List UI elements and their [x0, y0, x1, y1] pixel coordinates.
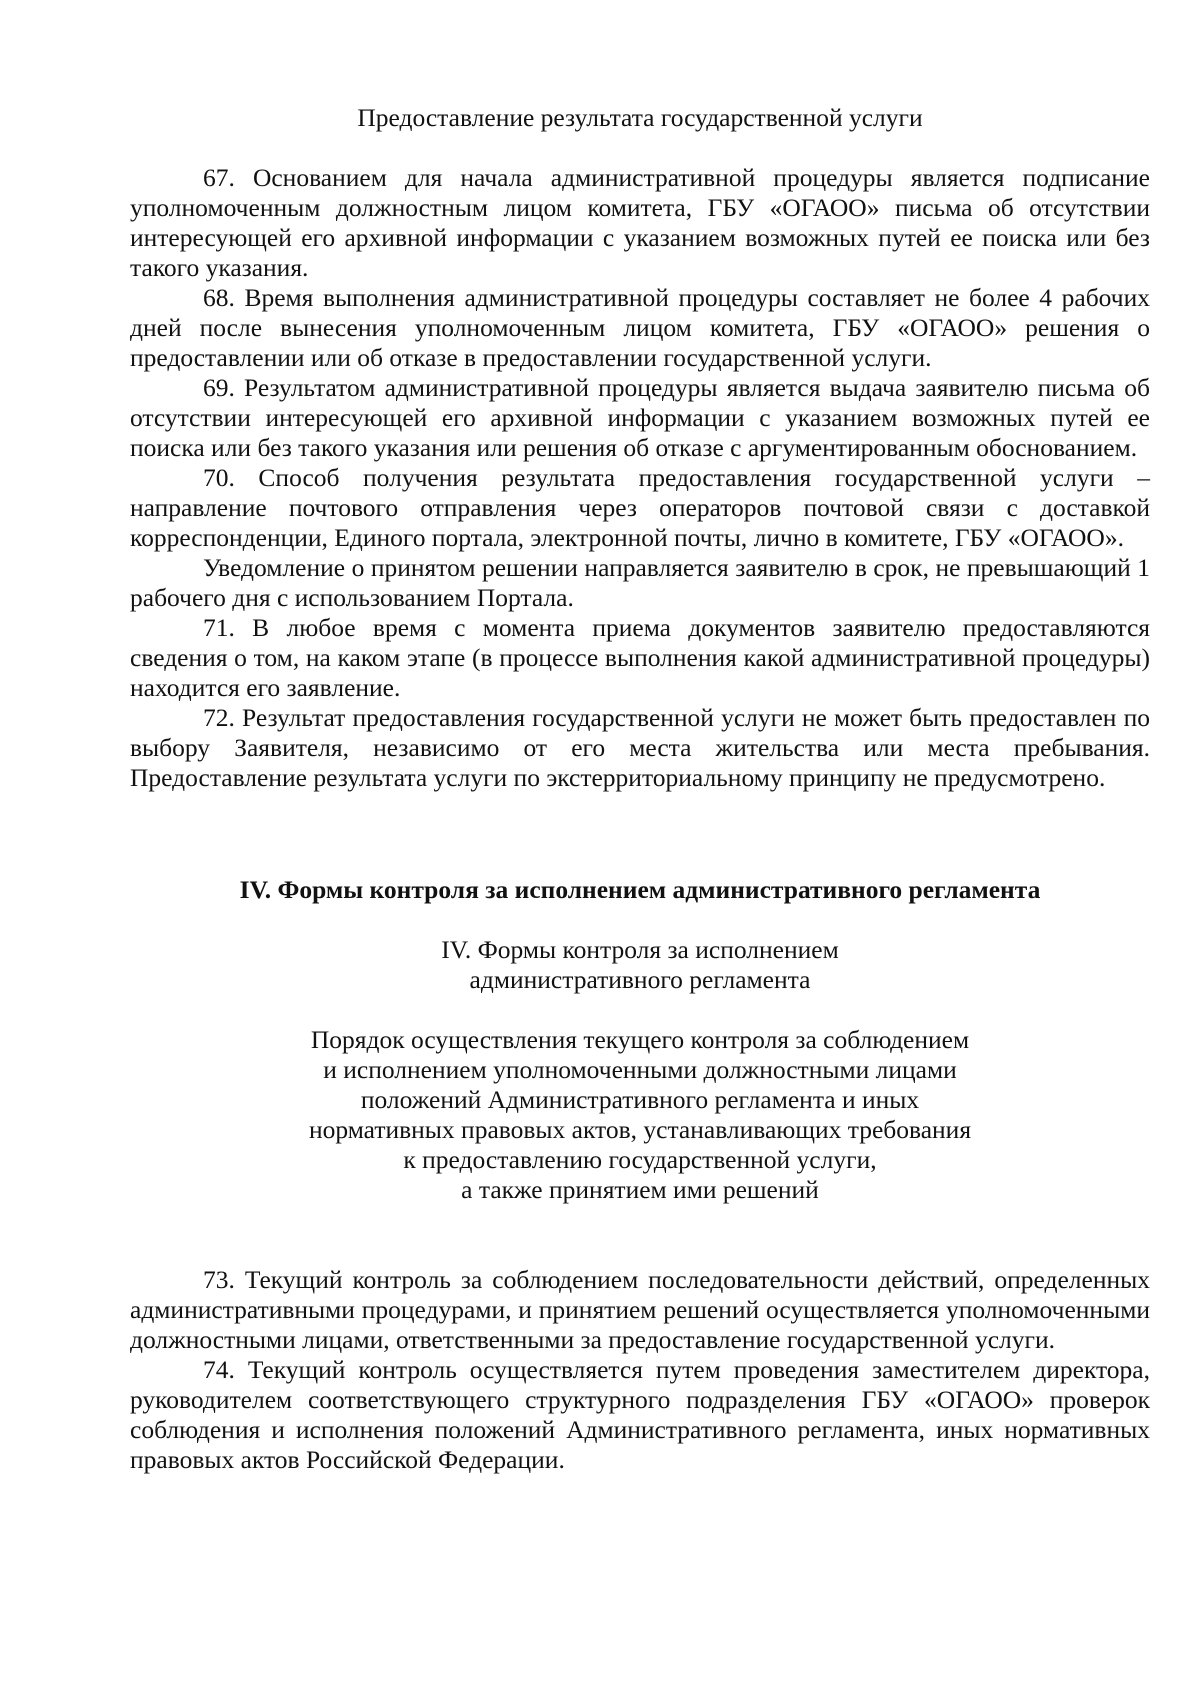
subsection-title-line-6: а также принятием ими решений: [461, 1175, 819, 1204]
paragraph-69: 69. Результатом административной процедуры является выдача заявителю письма об отсутствии интересующей его архивной информации с указанием возможных путей ее поиска или без такого указания или решения об отказе с аргументированным обоснованием.: [130, 373, 1150, 462]
paragraph-74: 74. Текущий контроль осуществляется путем проведения заместителем директора, руководителем соответствующего структурного подразделения ГБУ «ОГАОО» проверок соблюдения и исполнения положений Административного регламента, иных нормативных правовых актов Российской Федерации.: [130, 1355, 1150, 1474]
spacer: [130, 793, 1150, 875]
paragraph-70: 70. Способ получения результата предоставления государственной услуги – направление почтового отправления через операторов почтовой связи с доставкой корреспонденции, Единого портала, электронной почты, лично в комитете, ГБУ «ОГАОО».: [130, 463, 1150, 552]
subsection-title-line-1: Порядок осуществления текущего контроля за соблюдением: [310, 1025, 970, 1054]
spacer: [130, 133, 1150, 163]
subsection-title-current-control: [130, 1025, 1150, 1205]
subsection-title-line-5: к предоставлению государственной услуги,: [403, 1145, 877, 1174]
subsection-title-line-2: и исполнением уполномоченными должностными лицами: [323, 1055, 957, 1084]
subsection-title-line-3: положений Административного регламента и иных: [360, 1085, 920, 1114]
subsection-title-line-4: нормативных правовых актов, устанавливающих требования: [308, 1115, 972, 1144]
spacer: [130, 995, 1150, 1025]
paragraph-68: 68. Время выполнения административной процедуры составляет не более 4 рабочих дней после вынесения уполномоченным лицом комитета, ГБУ «ОГАОО» решения о предоставлении или об отказе в предоставлении государственной услуги.: [130, 283, 1150, 372]
paragraph-notification: Уведомление о принятом решении направляется заявителю в срок, не превышающий 1 рабочего дня с использованием Портала.: [130, 553, 1150, 612]
paragraph-73: 73. Текущий контроль за соблюдением последовательности действий, определенных административными процедурами, и принятием решений осуществляется уполномоченными должностными лицами, ответственными за предоставление государственной услуги.: [130, 1265, 1150, 1354]
section-title-result: Предоставление результата государственной услуги: [357, 103, 923, 132]
section-title-control-bold: IV. Формы контроля за исполнением административного регламента: [239, 875, 1041, 904]
paragraph-71: 71. В любое время с момента приема документов заявителю предоставляются сведения о том, на каком этапе (в процессе выполнения какой административной процедуры) находится его заявление.: [130, 613, 1150, 702]
spacer: [130, 905, 1150, 935]
section-title-control-line-2: административного регламента: [469, 965, 811, 994]
spacer: [130, 1205, 1150, 1265]
section-title-control: [130, 935, 1150, 995]
section-title-control-line-1: IV. Формы контроля за исполнением: [441, 935, 839, 964]
paragraph-67: 67. Основанием для начала административной процедуры является подписание уполномоченным должностным лицом комитета, ГБУ «ОГАОО» письма об отсутствии интересующей его архивной информации с указанием возможных путей ее поиска или без такого указания.: [130, 163, 1150, 282]
document-content: [130, 103, 1150, 1475]
paragraph-72: 72. Результат предоставления государственной услуги не может быть предоставлен по выбору Заявителя, независимо от его места жительства или места пребывания. Предоставление результата услуги по экстерриториальному принципу не предусмотрено.: [130, 703, 1150, 792]
